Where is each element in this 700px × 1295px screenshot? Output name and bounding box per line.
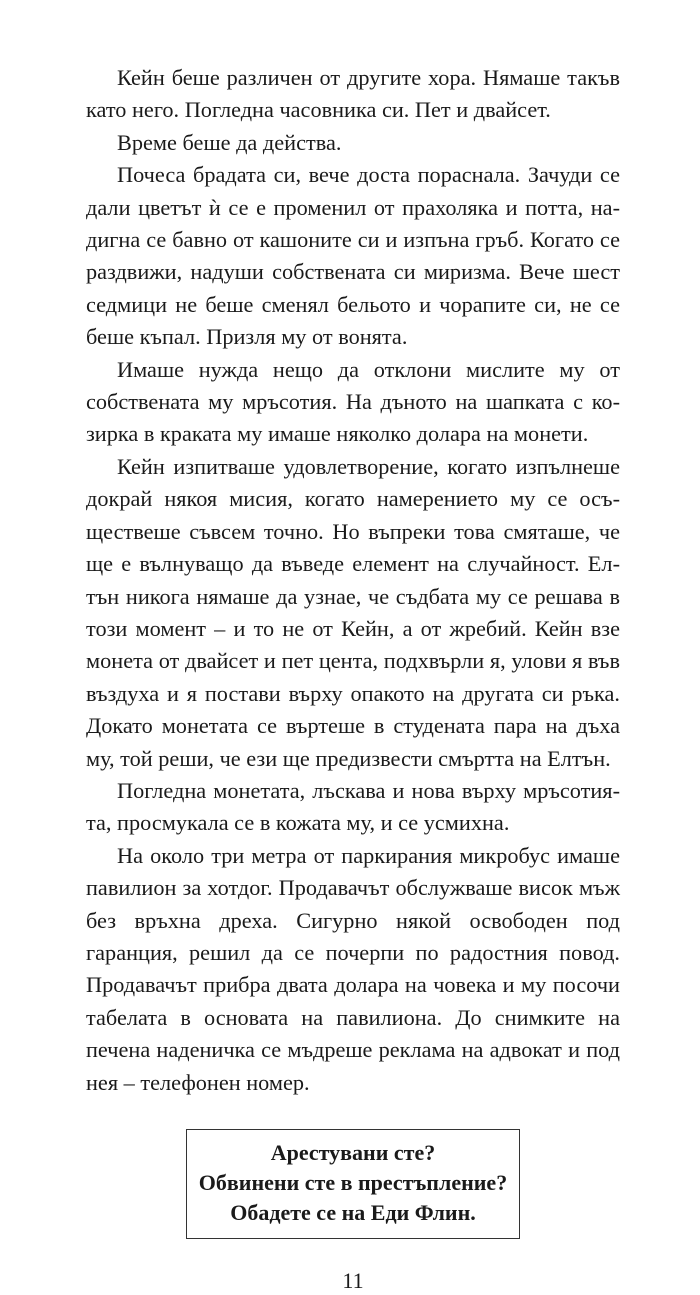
book-page [86, 62, 620, 1295]
ad-line-call: Обадете се на Еди Флин. [230, 1200, 476, 1225]
body-text [86, 62, 620, 1099]
advertisement-box [186, 1129, 520, 1239]
paragraph: Имаше нужда нещо да отклони мислите му от собствената му мръсотия. На дъното на шапката с козирка в краката му имаше няколко долара на монети. [86, 356, 620, 447]
page-number: 11 [342, 1268, 364, 1293]
paragraph: На около три метра от паркирания микробус имаше павилион за хотдог. Продавачът обслужваше висок мъж без връхна дреха. Сигурно някой освободен под гаранция, решил да се почерпи по радостния повод. Продавачът прибра двата долара на човека и му посочи табелата в основата на павилиона. До снимките на печена наденичка се мъдреше реклама на адвокат и под нея – телефонен номер. [86, 842, 620, 1095]
paragraph: Погледна монетата, лъскава и нова върху мръсотията, просмукала се в кожата му, и се усмихна. [86, 777, 620, 836]
paragraph: Кейн изпитваше удовлетворение, когато изпълнеше докрай някоя мисия, когато намерението му се осъществеше съвсем точно. Но въпреки това смяташе, че ще е вълнуващо да въведе елемент на случайност. Елтън никога нямаше да узнае, че съдбата му се решава в този момент – и то не от Кейн, а от жребий. Кейн взе монета от двайсет и пет цента, подхвърли я, улови я във въздуха и я постави върху опакото на другата си ръка. Докато монетата се въртеше в студената пара на дъха му, той реши, че ези ще предизвести смъртта на Елтън. [86, 453, 620, 771]
ad-line-charged: Обвинени сте в престъпление? [198, 1170, 508, 1195]
paragraph: Кейн беше различен от другите хора. Нямаше такъв като него. Погледна часовника си. Пет и двайсет. [86, 65, 620, 123]
ad-line-arrested: Арестувани сте? [270, 1140, 436, 1165]
paragraph: Почеса брадата си, вече доста пораснала. Зачуди се дали цветът ѝ се е променил от прахоляка и потта, надигна се бавно от кашоните си и изпъна гръб. Когато се раздвижи, надуши собствената си миризма. Вече шест седмици не беше сменял бельото и чорапите си, не се беше къпал. Призля му от вонята. [86, 162, 620, 350]
paragraph: Време беше да действа. [117, 129, 342, 155]
